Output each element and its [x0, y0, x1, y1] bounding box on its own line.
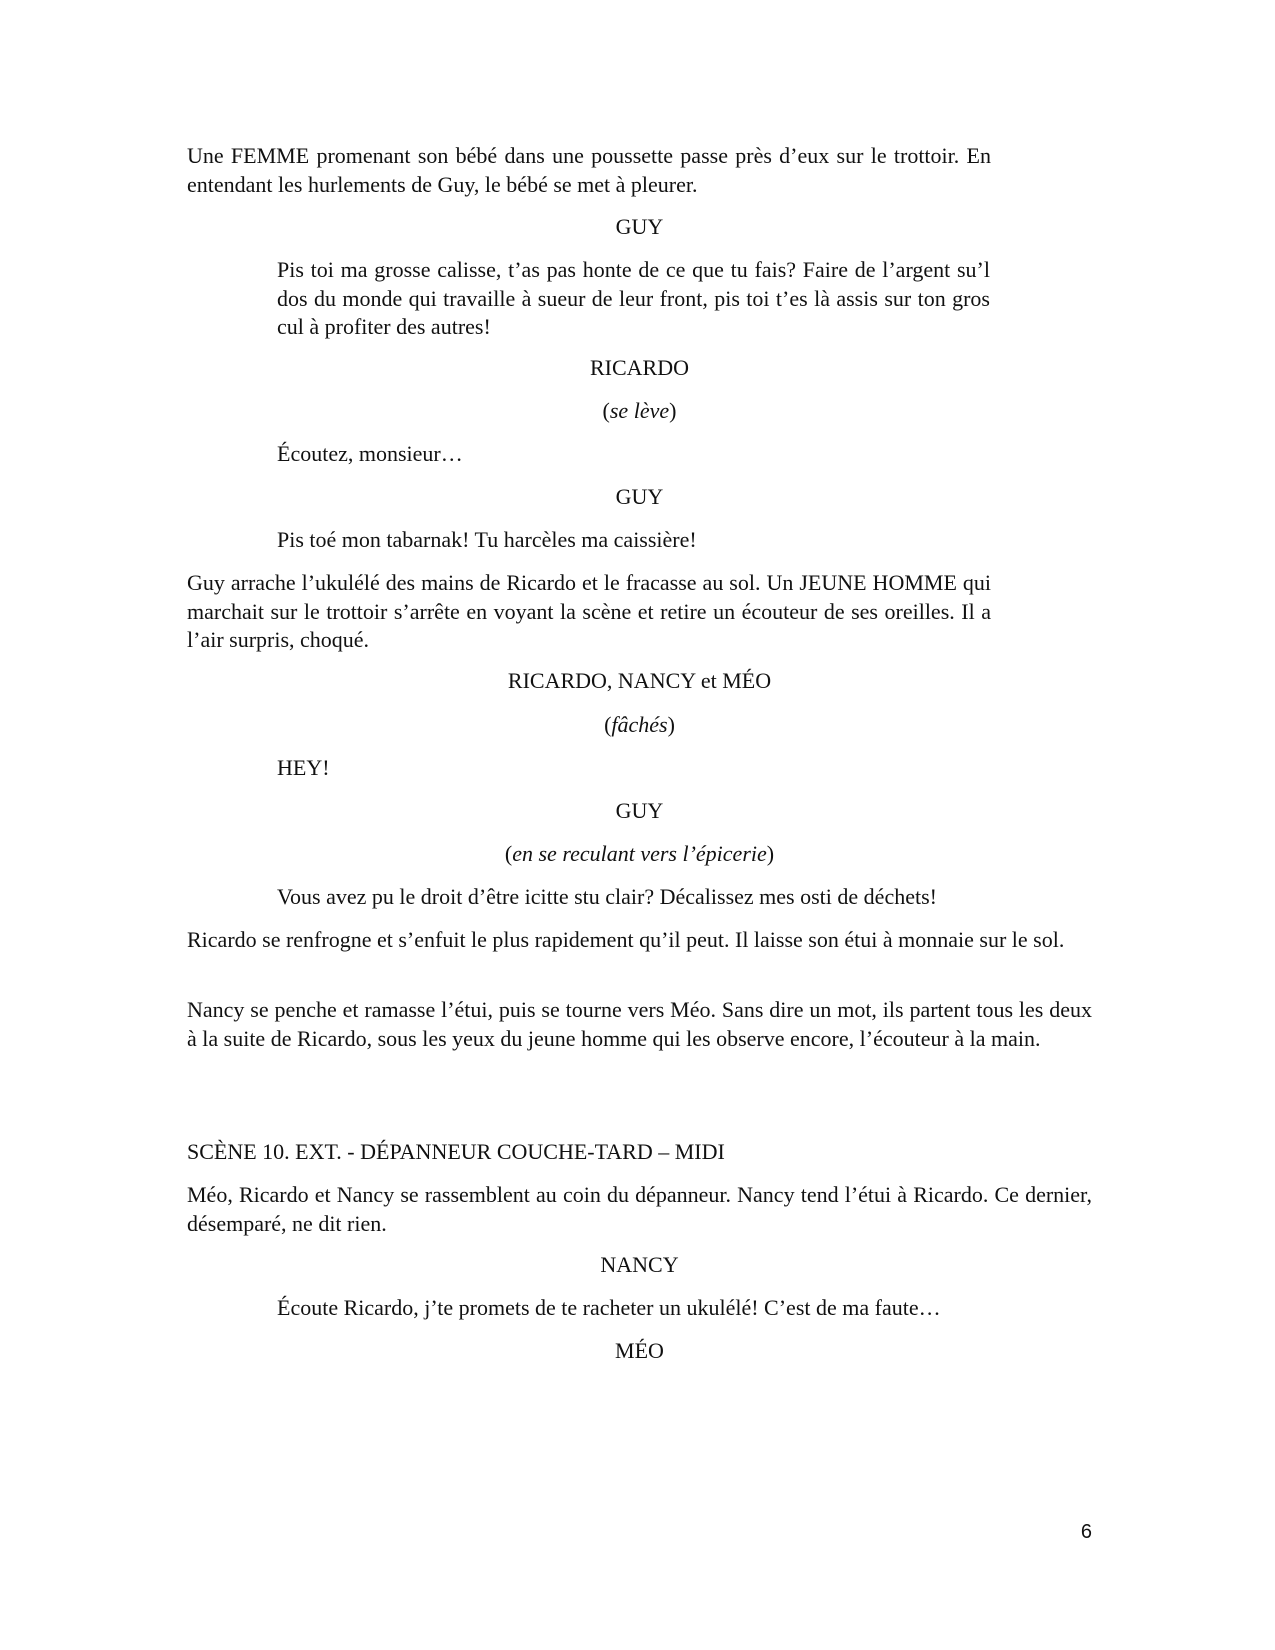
character-cue-group: RICARDO, NANCY et MÉO — [507, 668, 772, 693]
action-paragraph: Ricardo se renfrogne et s’enfuit le plus rapidement qu’il peut. Il laisse son étui à monnaie sur le sol. — [187, 927, 1065, 952]
parenthetical-group: (fâchés) — [604, 712, 675, 737]
action-paragraph: Guy arrache l’ukulélé des mains de Ricardo et le fracasse au sol. Un JEUNE HOMME qui marchait sur le trottoir s’arrête en voyant la scène et retire un écouteur de ses oreilles. Il a l’air surpris, choqué. — [187, 570, 991, 652]
dialogue-guy: Vous avez pu le droit d’être icitte stu clair? Décalissez mes osti de déchets! — [277, 884, 937, 909]
dialogue-ricardo: Écoutez, monsieur… — [277, 441, 463, 466]
character-cue-nancy: NANCY — [600, 1252, 679, 1277]
parenthetical-text: en se reculant vers l’épicerie — [512, 841, 767, 866]
parenthetical-text: se lève — [609, 398, 670, 423]
dialogue-guy: Pis toé mon tabarnak! Tu harcèles ma caissière! — [277, 527, 697, 552]
parenthetical-ricardo: (se lève) — [602, 398, 677, 423]
character-cue-guy: GUY — [615, 484, 664, 509]
action-paragraph: Nancy se penche et ramasse l’étui, puis se tourne vers Méo. Sans dire un mot, ils partent tous les deux à la suite de Ricardo, sous les yeux du jeune homme qui les observe encore, l’écouteur à la main. — [187, 997, 1092, 1051]
dialogue-nancy: Écoute Ricardo, j’te promets de te racheter un ukulélé! C’est de ma faute… — [277, 1295, 941, 1320]
dialogue-guy: Pis toi ma grosse calisse, t’as pas honte de ce que tu fais? Faire de l’argent su’l dos du monde qui travaille à sueur de leur front, pis toi t’es là assis sur ton gros cul à profiter des autres! — [277, 257, 990, 339]
action-paragraph: Une FEMME promenant son bébé dans une poussette passe près d’eux sur le trottoir. En entendant les hurlements de Guy, le bébé se met à pleurer. — [187, 143, 991, 197]
action-paragraph: Méo, Ricardo et Nancy se rassemblent au coin du dépanneur. Nancy tend l’étui à Ricardo. Ce dernier, désemparé, ne dit rien. — [187, 1182, 1092, 1236]
page-number: 6 — [1080, 1521, 1092, 1543]
parenthetical-guy: (en se reculant vers l’épicerie) — [504, 841, 775, 866]
character-cue-meo: MÉO — [615, 1338, 664, 1363]
character-cue-guy: GUY — [615, 798, 664, 823]
character-cue-guy: GUY — [615, 214, 664, 239]
scene-heading: SCÈNE 10. EXT. - DÉPANNEUR COUCHE-TARD – MIDI — [187, 1139, 725, 1164]
dialogue-group: HEY! — [277, 755, 330, 780]
character-cue-ricardo: RICARDO — [589, 355, 689, 380]
parenthetical-text: fâchés — [611, 712, 668, 737]
